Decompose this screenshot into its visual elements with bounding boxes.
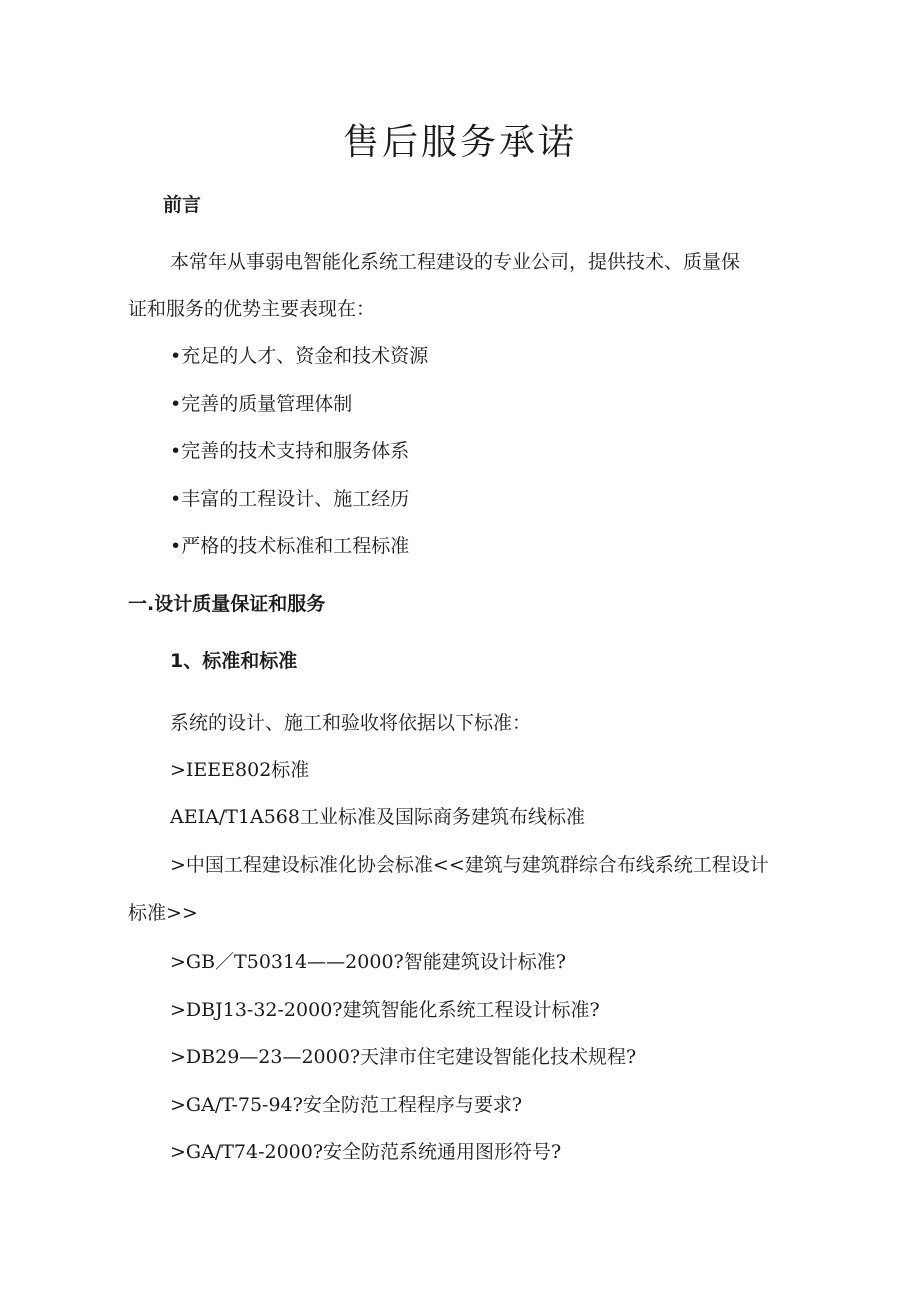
advantage-item: •完善的技术支持和服务体系 [170,440,410,462]
standard-item: >GA/T-75-94?安全防范工程程序与要求? [170,1094,523,1116]
document-title: 售后服务承诺 [342,122,577,163]
subsection-heading: 1、标准和标准 [170,650,298,672]
standard-item: >中国工程建设标准化协会标准<<建筑与建筑群综合布线系统工程设计 [170,854,769,876]
standard-item: AEIA/T1A568工业标准及国际商务建筑布线标准 [170,806,585,828]
standard-item: >GA/T74-2000?安全防范系统通用图形符号? [170,1141,562,1163]
intro-line-1: 本常年从事弱电智能化系统工程建设的专业公司，提供技术、质量保 [170,251,741,273]
standard-item: >DB29—23—2000?天津市住宅建设智能化技术规程? [170,1046,637,1068]
standard-item: >DBJ13-32-2000?建筑智能化系统工程设计标准? [170,999,600,1021]
standard-item: >GB／T50314——2000?智能建筑设计标准? [170,951,566,973]
preface-heading: 前言 [163,194,202,216]
advantage-item: •完善的质量管理体制 [170,393,353,415]
advantage-item: •丰富的工程设计、施工经历 [170,488,410,510]
advantage-item: •严格的技术标准和工程标准 [170,535,410,557]
section-heading: 一.设计质量保证和服务 [128,593,326,615]
standard-item-continuation: 标准>> [128,902,198,924]
intro-line-2: 证和服务的优势主要表现在： [128,298,376,320]
standards-lead: 系统的设计、施工和验收将依据以下标准： [170,712,532,734]
advantage-item: •充足的人才、资金和技术资源 [170,345,429,367]
standard-item: >IEEE802标准 [170,759,310,781]
